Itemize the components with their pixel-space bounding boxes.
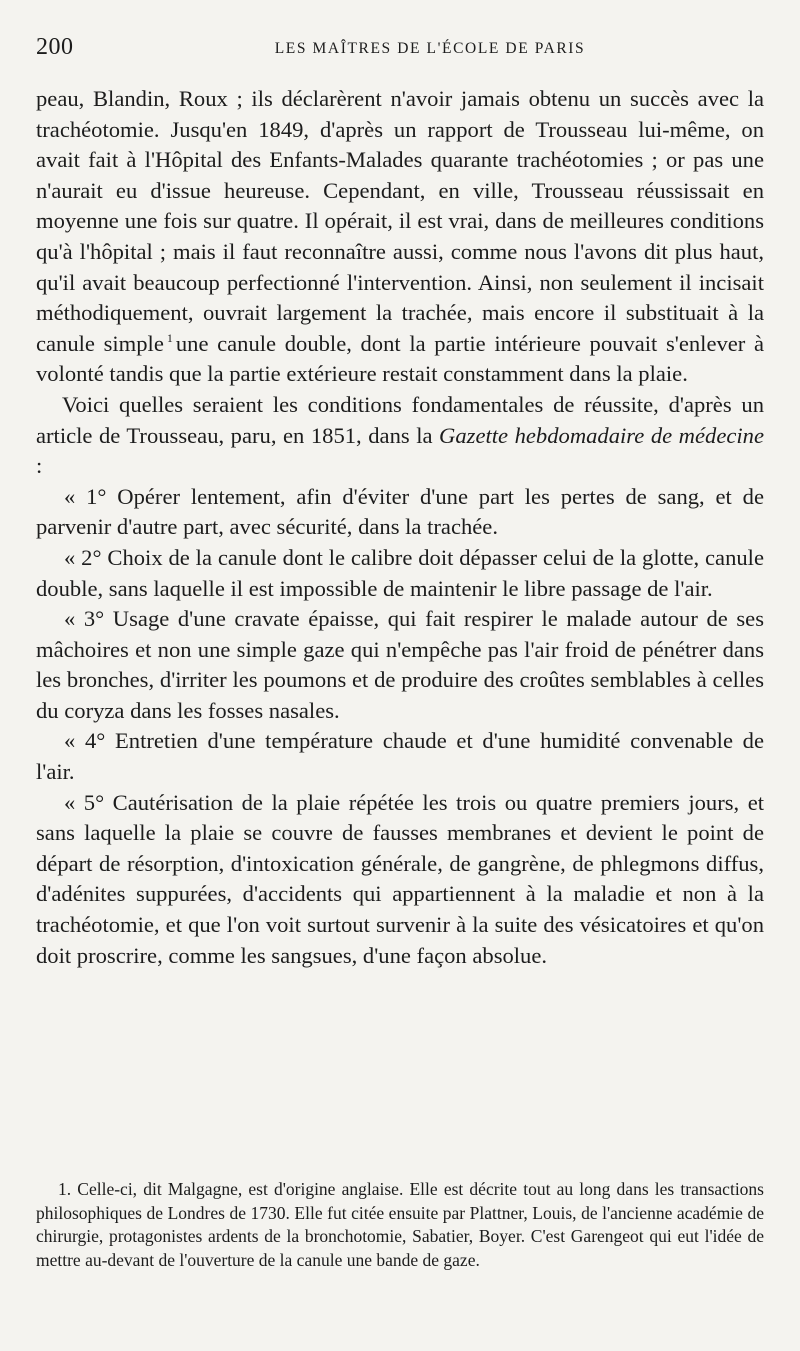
condition-item-3: « 3° Usage d'une cravate épaisse, qui fait respirer le malade autour de ses mâchoires et non une simple gaze qui n'empêche pas l'air froid de pénétrer dans les bronches, d'irriter les poumons et de produire des croûtes semblables à celles du coryza dans les fosses nasales. xyxy=(36,606,764,723)
main-text xyxy=(36,84,764,971)
paragraph-text: peau, Blandin, Roux ; ils déclarèrent n'avoir jamais obtenu un succès avec la trachéotomie. Jusqu'en 1849, d'après un rapport de Trousseau lui-même, on avait fait à l'Hôpital des Enfants-Malades quarante trachéotomies ; or pas une n'aurait eu d'issue heureuse. Cependant, en ville, Trousseau réussissait en moyenne une fois sur quatre. Il opérait, il est vrai, dans de meilleures conditions qu'à l'hôpital ; mais il faut reconnaître aussi, comme nous l'avons dit plus haut, qu'il avait beaucoup perfectionné l'intervention. Ainsi, non seulement il incisait méthodiquement, ouvrait largement la trachée, mais encore il substituait à la canule simple xyxy=(36,86,764,356)
condition-item-5: « 5° Cautérisation de la plaie répétée les trois ou quatre premiers jours, et sans laquelle la plaie se couvre de fausses membranes et devient le point de départ de résorption, d'intoxication générale, de gangrène, de phlegmons diffus, d'adénites suppurées, d'accidents qui appartiennent à la maladie et non à la trachéotomie, et que l'on voit surtout survenir à la suite des vésicatoires et qu'on doit proscrire, comme les sangsues, d'une façon absolue. xyxy=(36,789,764,968)
footnotes xyxy=(36,1178,764,1272)
paragraph-text-end: : xyxy=(36,453,43,479)
paragraph-conditions-intro xyxy=(36,390,764,482)
journal-title: Gazette hebdomadaire de médecine xyxy=(439,422,764,448)
condition-item-2: « 2° Choix de la canule dont le calibre doit dépasser celui de la glotte, canule double, sans laquelle il est impossible de maintenir le libre passage de l'air. xyxy=(36,544,764,601)
paragraph-trousseau-results xyxy=(36,84,764,390)
page-number: 200 xyxy=(36,34,74,60)
footnote-1: 1. Celle-ci, dit Malgagne, est d'origine anglaise. Elle est décrite tout au long dans les transactions philosophiques de Londres de 1730. Elle fut citée ensuite par Plattner, Louis, de l'ancienne académie de chirurgie, protagonistes ardents de la bronchotomie, Sabatier, Boyer. C'est Garengeot qui eut l'idée de mettre au-devant de l'ouverture de la canule une bande de gaze. xyxy=(36,1179,764,1270)
condition-item-4: « 4° Entretien d'une température chaude et d'une humidité convenable de l'air. xyxy=(36,728,764,785)
paragraph-text: Voici quelles seraient les conditions fondamentales de réussite, d'après un article de Trousseau, paru, en 1851, dans la xyxy=(36,391,764,448)
footnote-reference: 1 xyxy=(166,330,173,345)
running-title: LES MAÎTRES DE L'ÉCOLE DE PARIS xyxy=(274,40,586,57)
condition-item-1: « 1° Opérer lentement, afin d'éviter d'une part les pertes de sang, et de parvenir d'autre part, avec sécurité, dans la trachée. xyxy=(36,483,764,540)
page-header xyxy=(36,34,764,68)
paragraph-text-end: une canule double, dont la partie intérieure pouvait s'enlever à volonté tandis que la partie extérieure restait constamment dans la plaie. xyxy=(36,330,764,387)
book-page xyxy=(36,0,764,1351)
